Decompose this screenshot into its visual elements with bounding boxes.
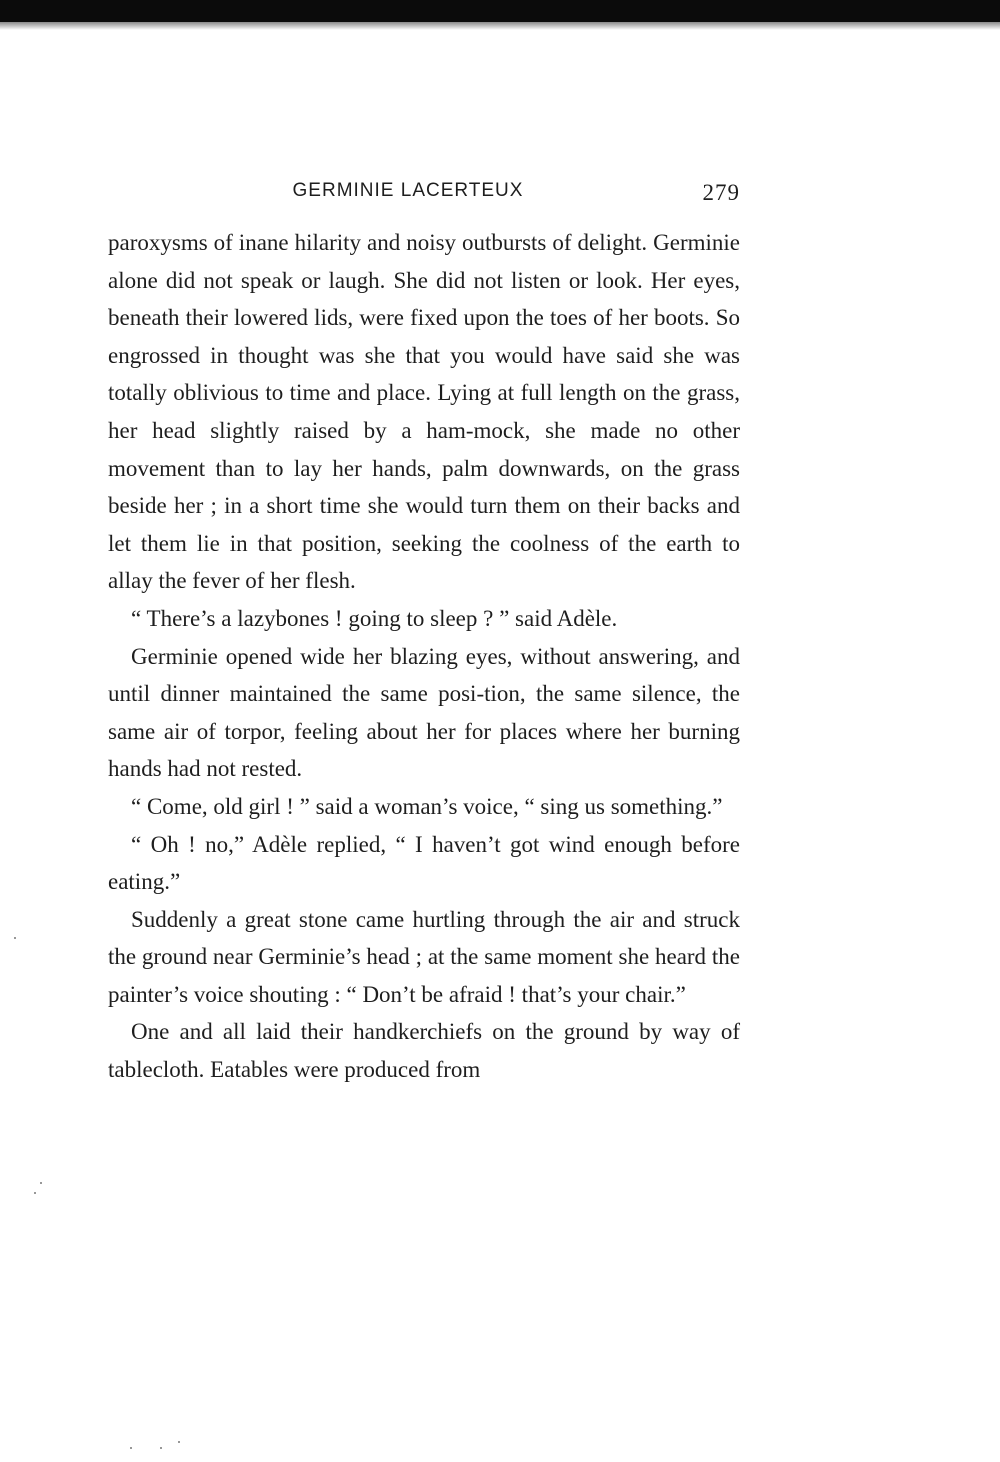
paragraph: “ There’s a lazybones ! going to sleep ? ” said Adèle. [131,605,618,631]
paragraph: Germinie opened wide her blazing eyes, without answering, and until dinner maintained the same posi-tion, the same silence, the same air of torpor, feeling about her for places where her burning hands had not rested. [108,643,740,782]
paragraph: “ Oh ! no,” Adèle replied, “ I haven’t got wind enough before eating.” [108,831,740,895]
paragraph: One and all laid their handkerchiefs on the ground by way of tablecloth. Eatables were produced from [108,1019,740,1083]
paragraph: Suddenly a great stone came hurtling through the air and struck the ground near Germinie’s head ; at the same moment she heard the painter’s voice shouting : “ Don’t be afraid ! that’s your chair.” [108,906,740,1007]
scan-speck [178,1441,180,1443]
body-text [108,224,740,1089]
scan-speck [34,1192,36,1194]
scan-top-edge-shadow [0,22,1000,30]
scan-speck [14,937,16,939]
scan-speck [130,1447,132,1449]
scan-speck [160,1447,162,1449]
running-title: GERMINIE LACERTEUX [292,180,524,201]
page-number: 279 [702,180,740,205]
paragraph-continued: paroxysms of inane hilarity and noisy outbursts of delight. Germinie alone did not speak or laugh. She did not listen or look. Her eyes, beneath their lowered lids, were fixed upon the toes of her boots. So engrossed in thought was she that you would have said she was totally oblivious to time and place. Lying at full length on the grass, her head slightly raised by a ham-mock, she made no other movement than to lay her hands, palm downwards, on the grass beside her ; in a short time she would turn them on their backs and let them lie in that position, seeking the coolness of the earth to allay the fever of her flesh. [108,230,740,594]
paragraph: “ Come, old girl ! ” said a woman’s voice, “ sing us something.” [131,793,723,819]
scan-speck [40,1182,42,1184]
scan-top-edge [0,0,1000,22]
running-head [108,172,740,212]
